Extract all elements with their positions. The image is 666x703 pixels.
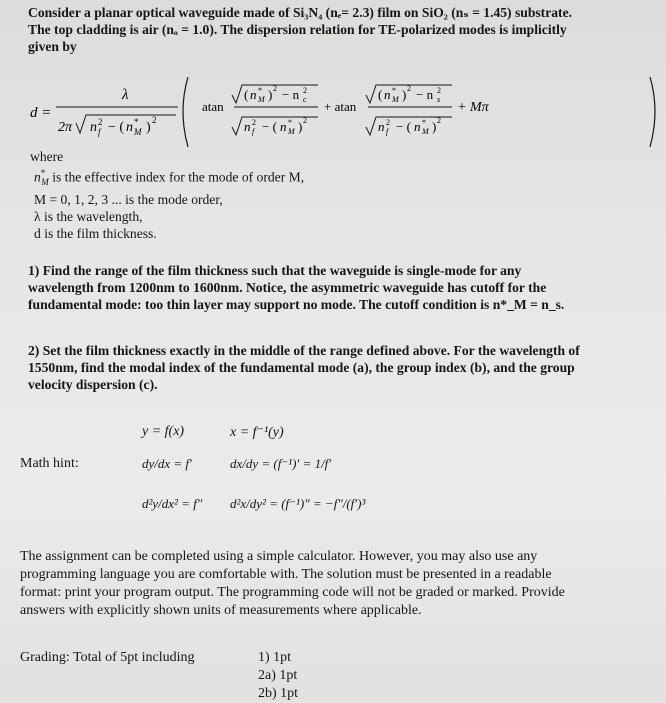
- svg-text:n: n: [126, 120, 133, 135]
- svg-text:M: M: [422, 127, 429, 136]
- grading-item: 1) 1pt: [258, 650, 292, 665]
- q1-line-3: fundamental mode: too thin layer may support no mode. The cutoff condition is n*_M = n_s.: [28, 297, 565, 312]
- question-2: [28, 342, 656, 393]
- q2-line-2: 1550nm, find the modal index of the fundamental mode (a), the group index (b), and the group: [28, 360, 575, 375]
- svg-text:(: (: [244, 87, 249, 102]
- svg-text:n: n: [90, 120, 97, 135]
- svg-text:− (: − (: [108, 120, 125, 135]
- svg-text:2: 2: [407, 84, 411, 93]
- grading-item: 2a) 1pt: [258, 668, 298, 683]
- svg-text:*: *: [288, 118, 292, 127]
- svg-text:+: +: [458, 100, 466, 115]
- definition-thickness: d is the film thickness.: [34, 226, 157, 242]
- svg-text:− (: − (: [262, 119, 277, 134]
- dispersion-equation: [28, 65, 658, 155]
- closing-line-4: answers with explicitly shown units of measurements where applicable.: [20, 603, 422, 618]
- grading-label: Grading: Total of 5pt including: [20, 650, 195, 665]
- svg-text:n: n: [414, 119, 421, 134]
- svg-text:n: n: [384, 87, 391, 102]
- q1-line-1: 1) Find the range of the film thickness such that the waveguide is single-mode for any: [28, 263, 522, 278]
- svg-text:2: 2: [273, 84, 277, 93]
- svg-text:2: 2: [386, 118, 390, 127]
- svg-text:): ): [298, 119, 303, 134]
- q1-line-2: wavelength from 1200nm to 1600nm. Notice, the asymmetric waveguide has cutoff for the: [28, 280, 547, 295]
- intro-paragraph: [28, 4, 656, 55]
- svg-text:2: 2: [437, 116, 441, 125]
- q2-line-3: velocity dispersion (c).: [28, 377, 158, 392]
- svg-text:): ): [268, 87, 273, 102]
- svg-text:2: 2: [437, 86, 441, 95]
- hint-inverse-function: x = f⁻¹(y): [230, 425, 284, 440]
- svg-text:2: 2: [303, 116, 307, 125]
- svg-text:− n: − n: [416, 87, 434, 102]
- svg-text:2: 2: [252, 118, 256, 127]
- intro-line-3: given by: [28, 39, 77, 54]
- closing-paragraph: [20, 548, 656, 620]
- closing-line-3: format: print your program output. The programming code will not be graded or marked. Provide: [20, 585, 565, 600]
- svg-text:2π: 2π: [58, 120, 73, 135]
- svg-text:*: *: [392, 86, 396, 95]
- svg-text:− n: − n: [282, 87, 300, 102]
- definition-wavelength: λ is the wavelength,: [34, 209, 143, 225]
- hint-inverse-first-derivative: dx/dy = (f⁻¹)′ = 1/f′: [230, 456, 332, 471]
- variable-definitions: [28, 148, 304, 242]
- svg-text:atan: atan: [202, 99, 224, 114]
- svg-text:(: (: [378, 87, 383, 102]
- svg-text:n: n: [244, 119, 251, 134]
- svg-text:*: *: [258, 86, 262, 95]
- svg-text:n: n: [250, 87, 257, 102]
- svg-text:): ): [146, 120, 151, 135]
- svg-text:): ): [402, 87, 407, 102]
- svg-text:c: c: [303, 95, 307, 104]
- closing-line-2: programming language you are comfortable with. The solution must be presented in a readable: [20, 567, 552, 582]
- intro-line-1: Consider a planar optical waveguide made of Si₃N₄ (nₑ= 2.3) film on SiO₂ (nₛ = 1.45) substrate.: [28, 5, 573, 20]
- definition-mode-order: M = 0, 1, 2, 3 ... is the mode order,: [34, 192, 223, 208]
- svg-text:f: f: [98, 127, 101, 137]
- q2-line-1: 2) Set the film thickness exactly in the middle of the range defined above. For the wavelength of: [28, 343, 580, 358]
- svg-text:M: M: [134, 127, 142, 137]
- svg-text:2: 2: [152, 115, 157, 125]
- svg-text:n: n: [280, 119, 287, 134]
- svg-text:M: M: [258, 95, 265, 104]
- svg-text:s: s: [437, 95, 441, 104]
- svg-text:f: f: [252, 127, 255, 136]
- svg-text:2: 2: [303, 86, 307, 95]
- svg-text:M: M: [288, 127, 295, 136]
- grading-item: 2b) 1pt: [258, 686, 299, 701]
- svg-text:M: M: [392, 95, 399, 104]
- math-hint: [20, 420, 440, 530]
- hint-first-derivative: dy/dx = f′: [142, 456, 192, 471]
- hint-second-derivative: d²y/dx² = f″: [142, 496, 203, 511]
- hint-inverse-second-derivative: d²x/dy² = (f⁻¹)″ = −f″/(f′)³: [230, 496, 366, 511]
- svg-text:+ atan: + atan: [324, 99, 357, 114]
- definition-effective-index: $n^*_M$ is the effective index for the mode of order M,: [34, 168, 305, 188]
- question-1: [28, 262, 656, 313]
- grading-items: [258, 649, 298, 703]
- svg-text:Mπ: Mπ: [470, 100, 489, 115]
- hint-function: y = f(x): [142, 424, 185, 439]
- svg-text:λ: λ: [122, 87, 129, 103]
- svg-text:d =: d =: [30, 105, 52, 121]
- where-heading: where: [30, 149, 64, 164]
- svg-text:*: *: [422, 118, 426, 127]
- svg-text:− (: − (: [396, 119, 411, 134]
- svg-text:n: n: [378, 119, 385, 134]
- math-hint-label: Math hint:: [20, 456, 79, 471]
- intro-line-2: The top cladding is air (nₒ = 1.0). The dispersion relation for TE-polarized modes is implicitly: [28, 22, 567, 37]
- svg-text:f: f: [386, 127, 389, 136]
- svg-text:*: *: [134, 117, 139, 127]
- svg-text:): ): [432, 119, 437, 134]
- closing-line-1: The assignment can be completed using a simple calculator. However, you may also use any: [20, 549, 538, 564]
- svg-text:2: 2: [98, 117, 103, 127]
